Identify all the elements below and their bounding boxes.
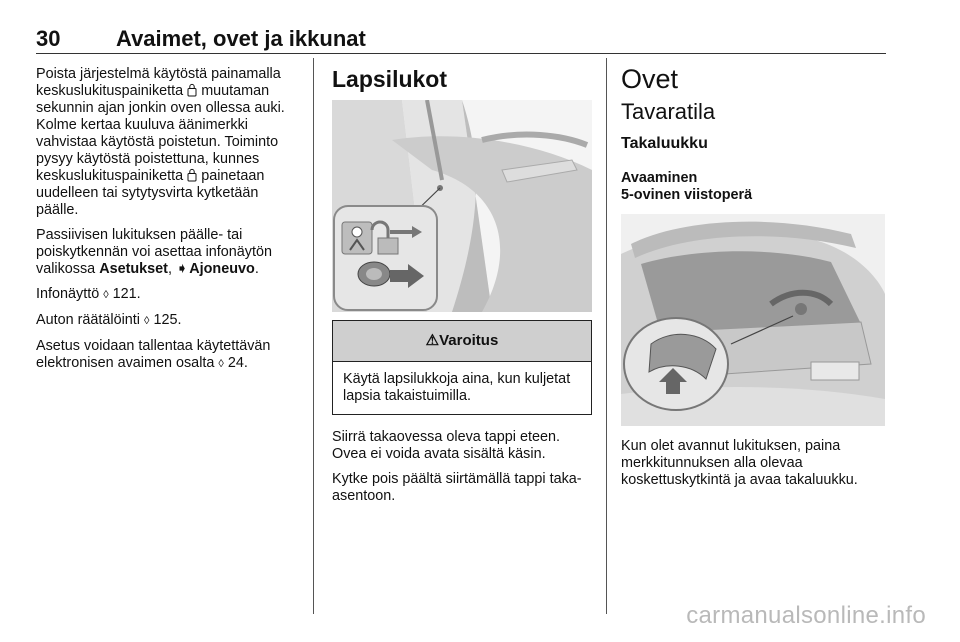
lock-button-icon (187, 83, 197, 97)
watermark: carmanualsonline.info (686, 602, 926, 629)
column-3 (621, 64, 886, 497)
paragraph-open-tailgate: Kun olet avannut lukituksen, paina merkkitunnuksen alla olevaa koskettuskytkintä ja avaa takaluukku. (621, 438, 858, 488)
heading-takaluukku: Takaluukku (621, 135, 708, 152)
door-child-lock-icon (332, 100, 592, 312)
lock-button-icon (187, 168, 197, 182)
menu-ajoneuvo: Ajoneuvo (189, 261, 255, 277)
warning-triangle-icon: ⚠ (425, 332, 440, 349)
menu-arrow-icon: ➧ (175, 261, 189, 277)
paragraph-disable-lock: Kytke pois päältä siirtämällä tappi taka-asentoon. (332, 471, 582, 504)
menu-asetukset: Asetukset (99, 261, 168, 277)
warning-box (332, 320, 592, 415)
chapter-title: Avaimet, ovet ja ikkunat (116, 26, 366, 51)
paragraph-disable: Poista järjestelmä käytöstä painamalla keskuslukituspainiketta muutaman sekunnin ajan jonkin oven ollessa auki. Kolme kertaa kuuluva äänimerkki vahvistaa käytöstä poistetun. Toiminto pysyy käytöstä poistettuna, kunnes keskuslukituspainiketta painetaan uudelleen tai sytytysvirta kytketään päälle. (36, 66, 285, 218)
heading-tavaratila: Tavaratila (621, 99, 716, 124)
column-divider-1 (313, 58, 314, 614)
column-1 (36, 66, 302, 381)
child-lock-illustration (332, 100, 592, 312)
column-divider-2 (606, 58, 607, 614)
page-ref-icon: ◊ (103, 289, 109, 301)
page-ref-icon: ◊ (218, 358, 224, 370)
tailgate-switch-icon (621, 214, 885, 426)
heading-avaaminen: Avaaminen (621, 170, 698, 186)
page-ref-icon: ◊ (144, 315, 150, 327)
page-number: 30 (36, 26, 61, 51)
heading-lapsilukot: Lapsilukot (332, 66, 448, 92)
column-2 (332, 66, 592, 513)
paragraph-passive-locking: Passiivisen lukituksen päälle- tai poiskytkennän voi asettaa infonäytön valikossa Asetukset, ➧ Ajoneuvo. (36, 227, 273, 277)
header-rule (36, 53, 886, 54)
paragraph-move-pin: Siirrä takaovessa oleva tappi eteen. Ovea ei voida avata sisältä käsin. (332, 429, 560, 462)
ref-auton-raatalointi: Auton räätälöinti ◊ 125. (36, 312, 182, 328)
heading-ovet: Ovet (621, 64, 679, 94)
warning-header (333, 321, 591, 362)
page-header (36, 26, 884, 56)
heading-5-door-hatchback: 5-ovinen viistoperä (621, 187, 753, 203)
warning-body: Käytä lapsilukkoja aina, kun kuljetat lapsia takaistuimilla. (343, 371, 571, 404)
warning-title: Varoitus (439, 332, 499, 349)
paragraph-key-setting: Asetus voidaan tallentaa käytettävän elektronisen avaimen osalta ◊ 24. (36, 338, 271, 371)
tailgate-illustration (621, 214, 885, 426)
ref-infonaytto: Infonäyttö ◊ 121. (36, 286, 141, 302)
